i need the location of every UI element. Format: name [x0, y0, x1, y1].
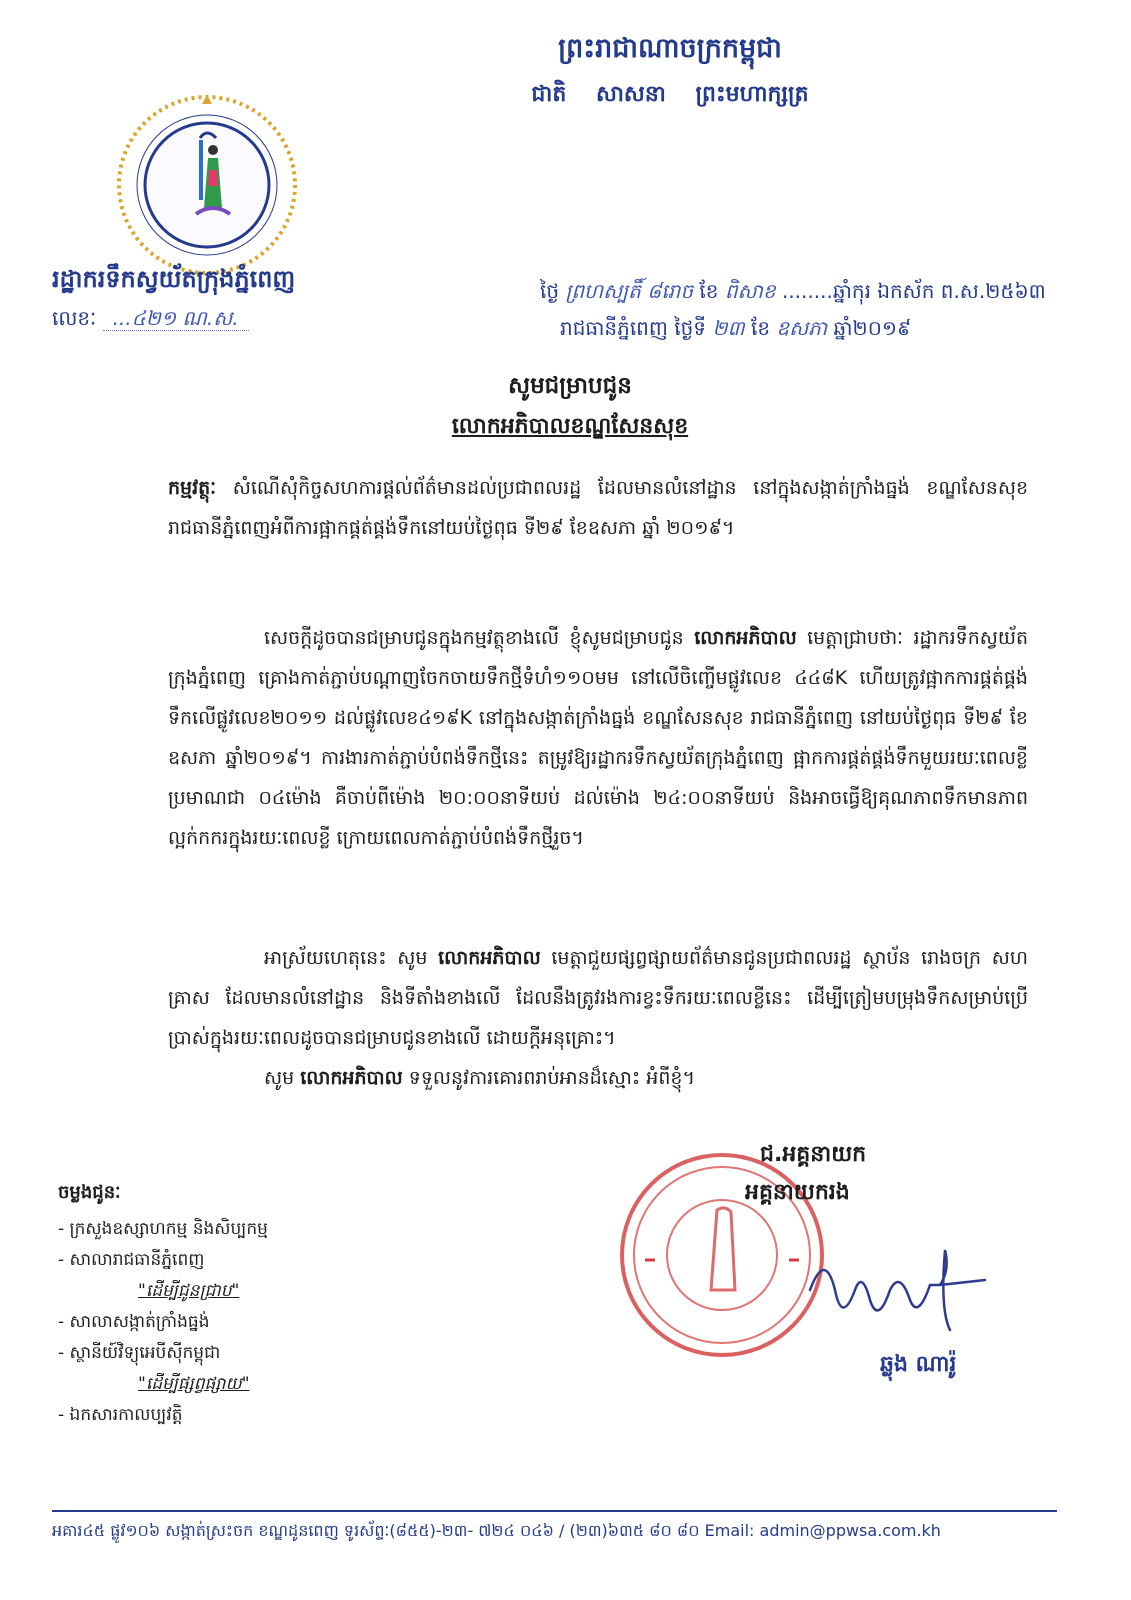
paragraph-3-text-b: ទទួលនូវការគោរពរាប់អានដ៏ស្មោះ អំពីខ្ញុំ។	[408, 1067, 695, 1089]
body-paragraph-3	[168, 1058, 1028, 1098]
paragraph-2-text-b: មេត្តាជួយផ្សព្វផ្សាយព័ត៌មានជូនប្រជាពលរដ្ឋ ស្ថាប័ន រោងចក្រ សហគ្រាស ដែលមានលំនៅដ្ឋាន និងទីតាំងខាងលើ ដែលនឹងត្រូវរងការខ្វះទឹករយៈពេលខ្លីនេះ ដើម្បីត្រៀមបម្រុងទឹកសម្រាប់ប្រើប្រាស់ក្នុងរយៈពេលដូចបានជម្រាបជូនខាងលើ ដោយក្តីអនុគ្រោះ។	[168, 947, 1028, 1049]
lunar-month: ពិសាខ	[724, 279, 776, 303]
solar-month: ឧសភា	[776, 316, 828, 340]
month-label: ខែ	[699, 279, 719, 303]
national-motto: ជាតិ សាសនា ព្រះមហាក្សត្រ	[531, 82, 809, 107]
lunar-day: ព្រហស្បតិ៍ ៨រោច	[565, 279, 694, 303]
body-paragraph-1	[168, 618, 1028, 858]
footer-divider	[52, 1510, 1057, 1512]
paragraph-1-text-a: សេចក្តីដូចបានជម្រាបជូនក្នុងកម្មវត្ថុខាងលើ ខ្ញុំសូមជម្រាបជូន	[264, 627, 684, 649]
addressee-name: លោកអភិបាលខណ្ឌសែនសុខ	[451, 414, 689, 439]
cc-item: - ក្រសួងឧស្សាហកម្ម និងសិប្បកម្ម	[58, 1219, 268, 1239]
paragraph-2-addressee: លោកអភិបាល	[438, 947, 541, 969]
signatory-title: ជ.អគ្គនាយក	[760, 1142, 867, 1167]
paragraph-1-text-b: មេត្តាជ្រាបថាៈ រដ្ឋាករទឹកស្វយ័តក្រុងភ្នំពេញ គ្រោងកាត់ភ្ជាប់បណ្តាញចែកចាយទឹកថ្មីទំហំ១១០មម នៅលើចិញ្ចើមផ្លូវលេខ ៤៤៨K ហើយត្រូវផ្អាកការផ្គត់ផ្គង់ទឹកលើផ្លូវលេខ២០១១ ដល់ផ្លូវលេខ៤១៩K នៅក្នុងសង្កាត់ក្រាំងធ្នង់ ខណ្ឌសែនសុខ រាជធានីភ្នំពេញ នៅយប់ថ្ងៃពុធ ទី២៩ ខែឧសភា ឆ្នាំ២០១៩។ ការងារកាត់ភ្ជាប់បំពង់ទឹកថ្មីនេះ តម្រូវឱ្យរដ្ឋាករទឹកស្វយ័តក្រុងភ្នំពេញ ផ្អាកការផ្គត់ផ្គង់ទឹកមួយរយៈពេលខ្លីប្រមាណជា ០៤ម៉ោង គឺចាប់ពីម៉ោង ២០:០០នាទីយប់ ដល់ម៉ោង ២៤:០០នាទីយប់ និងអាចធ្វើឱ្យគុណភាពទឹកមានភាពល្អក់កករក្នុងរយៈពេលខ្លី ក្រោយពេលកាត់ភ្ជាប់បំពង់ទឹកថ្មីរួច។	[168, 627, 1029, 849]
cc-item: - សាលារាជធានីភ្នំពេញ	[58, 1250, 205, 1270]
paragraph-3-addressee: លោកអភិបាល	[300, 1067, 403, 1089]
solar-date-line	[560, 315, 1060, 345]
cc-title: ចម្លងជូនៈ	[58, 1182, 121, 1203]
place-and-day-label: រាជធានីភ្នំពេញ ថ្ងៃទី	[560, 316, 707, 340]
footer-contact: អគារ៤៥ ផ្លូវ១០៦ សង្កាត់ស្រះចក ខណ្ឌដូនពេញ ទូរស័ព្ទៈ(៨៥៥)-២៣- ៧២៤ ០៤៦ / (២៣)៦៣៥ ៨០ ៨០ Email: admin@ppwsa.com.kh	[52, 1521, 941, 1540]
lunar-date-line	[540, 278, 1060, 308]
paragraph-2-text-a: អាស្រ័យហេតុនេះ សូម	[264, 947, 428, 969]
reference-number	[52, 305, 249, 335]
handwritten-signature	[800, 1230, 1000, 1350]
cc-item: - សាលាសង្កាត់ក្រាំងធ្នង់	[58, 1312, 210, 1332]
paragraph-1-addressee: លោកអភិបាល	[694, 627, 797, 649]
solar-year: ឆ្នាំ២០១៩	[833, 316, 912, 340]
subject-text: សំណើសុំកិច្ចសហការផ្តល់ព័ត៌មានដល់ប្រជាពលរដ្ឋ ដែលមានលំនៅដ្ឋាន នៅក្នុងសង្កាត់ក្រាំងធ្នង់ ខណ្ឌសែនសុខ រាជធានីភ្នំពេញអំពីការផ្អាកផ្គត់ផ្គង់ទឹកនៅយប់ថ្ងៃពុធ ទី២៩ ខែឧសភា ឆ្នាំ ២០១៩។	[168, 477, 1029, 539]
subject-block	[168, 468, 1028, 548]
cc-list	[58, 1214, 458, 1431]
ppwsa-logo	[112, 90, 302, 280]
cc-item: - ស្ថានីយ៍វិទ្យុអេបីស៊ីកម្ពុជា	[58, 1343, 221, 1363]
kingdom-heading: ព្រះរាជាណាចក្រកម្ពុជា	[558, 33, 782, 64]
organization-name: រដ្ឋាករទឹកស្វយ័តក្រុងភ្នំពេញ	[52, 265, 296, 293]
paragraph-3-text-a: សូម	[264, 1067, 295, 1089]
solar-day: ២៣	[712, 316, 745, 340]
water-lady-emblem-icon	[112, 90, 302, 280]
lunar-year: ........ឆ្នាំកុរ ឯកស័ក ព.ស.២៥៦៣	[781, 279, 1046, 303]
solar-month-label: ខែ	[750, 316, 771, 340]
reference-label: លេខៈ	[52, 306, 97, 330]
body-paragraph-2	[168, 938, 1028, 1058]
signer-name: ឆ្លុង ណារ៉ូ	[880, 1352, 957, 1377]
signatory-subtitle: អគ្គនាយករង	[745, 1180, 850, 1205]
signature-icon	[800, 1230, 1000, 1350]
subject-label: កម្មវត្ថុៈ	[168, 477, 217, 499]
cc-item-note: "ដើម្បីជូនជ្រាប"	[138, 1281, 240, 1301]
day-label: ថ្ងៃ	[540, 279, 560, 303]
salutation: សូមជម្រាបជូន	[508, 373, 632, 399]
reference-value: ...៤២១ ណ.ស.	[103, 306, 249, 331]
cc-item: - ឯកសារកាលប្បវត្តិ	[58, 1405, 183, 1425]
cc-item-note: "ដើម្បីផ្សព្វផ្សាយ"	[138, 1374, 250, 1394]
